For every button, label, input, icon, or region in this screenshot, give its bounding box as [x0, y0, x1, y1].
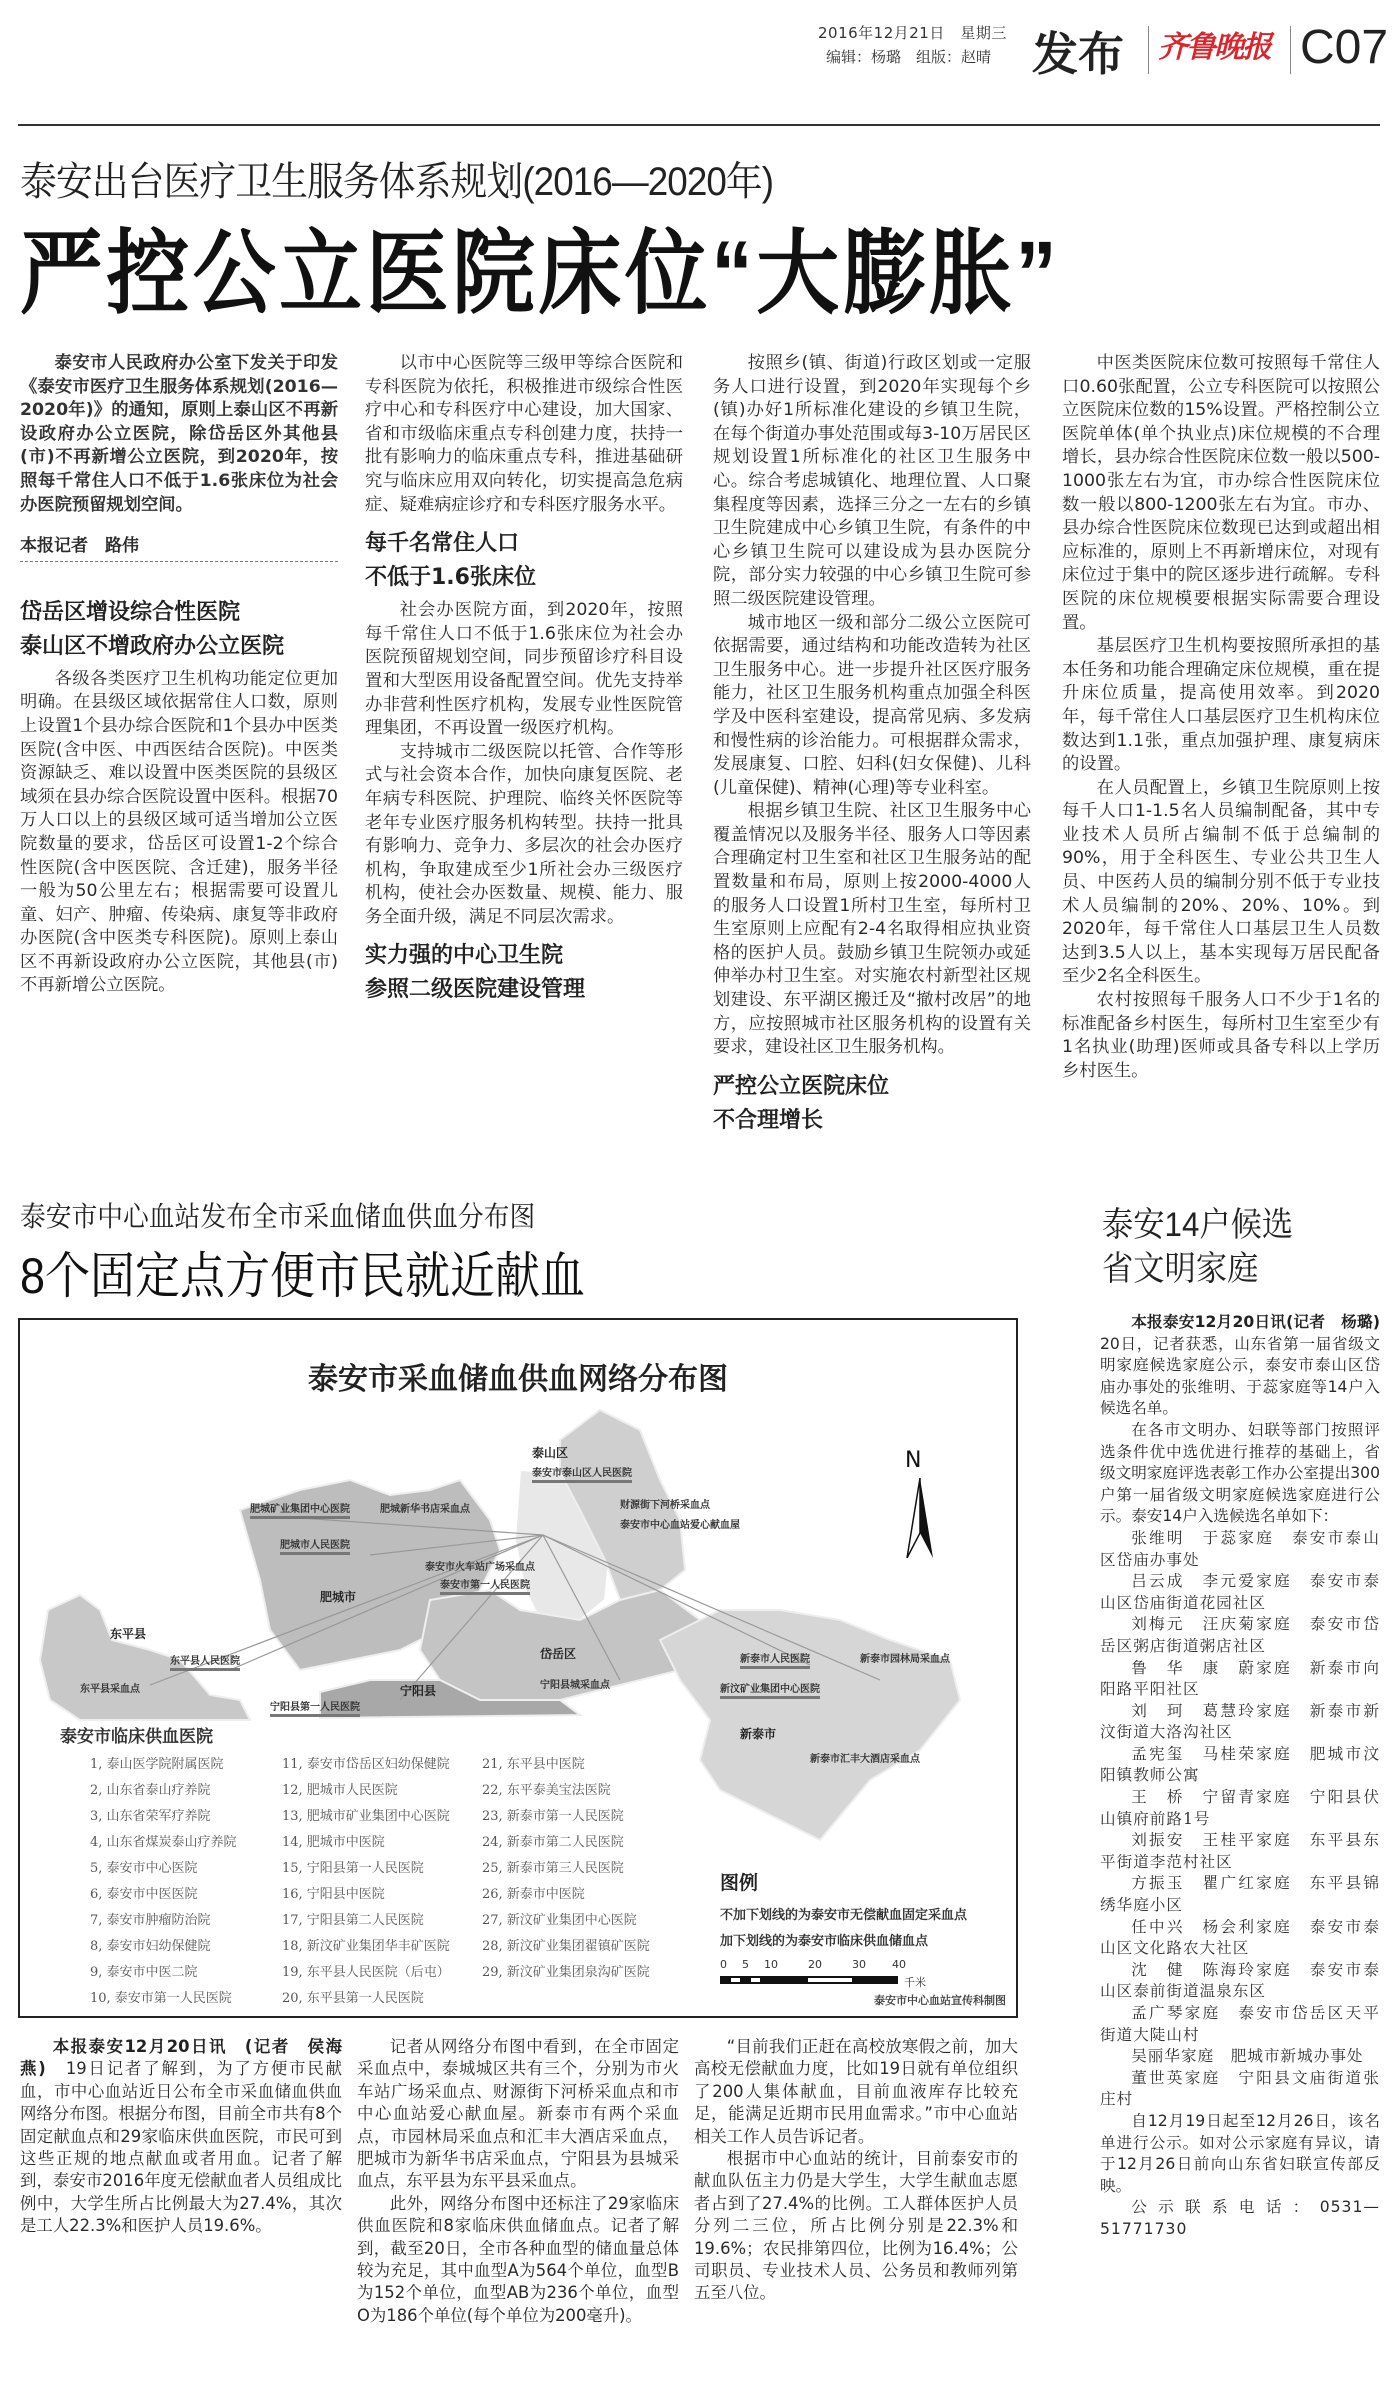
page-number: C07 [1300, 21, 1389, 74]
scale-bar [720, 1974, 900, 1988]
paragraph: 根据乡镇卫生院、社区卫生服务中心覆盖情况以及服务半径、服务人口等因素合理确定村卫生室和社区卫生服务站的配置数量和布局，原则上按2000-4000人的服务人口设置1所村卫生室，每所村卫生室原则上应配有2-4名取得相应执业资格的医护人员。鼓励乡镇卫生院领办或延伸举办村卫生室。对实施农村新型社区规划建设、东平湖区搬迁及“撤村改居”的地方，应按照城市社区服务机构的设置有关要求，建设社区卫生服务机构。 [713, 801, 1031, 1058]
paragraph: 此外，网络分布图中还标注了29家临床供血医院和8家临床供血储血点。记者了解到，截至20日，全市各种血型的储血量总体较为充足，其中血型A为564个单位，血型B为152个单位，血型AB为236个单位，血型O为186个单位(每个单位为200毫升)。 [357, 2193, 679, 2325]
candidate-address: 泰安市泰山区文化路农大社区 [1100, 1917, 1380, 1958]
candidate-address: 泰安市岱岳区天平街道大陡山村 [1100, 2004, 1380, 2044]
article1-headline: 严控公立医院床位“大膨胀” [20, 223, 1061, 325]
map-title: 泰安市采血储血供血网络分布图 [308, 1362, 728, 1397]
candidate-name: 吴丽华家庭 [1131, 2047, 1231, 2066]
north-label: N [905, 1448, 922, 1473]
region-label: 岱岳区 [540, 1647, 577, 1661]
collection-point-label: 宁阳县城采血点 [540, 1680, 610, 1691]
article1-column-1 [20, 352, 338, 998]
paragraph: 支持城市二级医院以托管、合作等形式与社会资本合作，加快向康复医院、老年病专科医院、护理院、临终关怀医院等老年专业医疗服务机构转型。扶持一批具有影响力、竞争力、多层次的社会办医疗机构，争取建成至少1所社会办三级医疗机构，使社会办医数量、规模、能力、服务全面升级，满足不同层次需求。 [365, 741, 683, 927]
candidate-address: 宁阳县伏山镇府前路1号 [1100, 1788, 1380, 1828]
section-name: 发布 [1032, 28, 1124, 80]
paragraph: 19日记者了解到，为了方便市民献血，市中心血站近日公布全市采血储血供血网络分布图。根据分布图，目前全市共有8个固定献血点和29家临床供血医院，市民可到这些正规的地点献血或者用血。记者了解到，泰安市2016年度无偿献血者人员组成比例中，大学生所占比例最大为27.4%，其次是工人22.3%和医护人员19.6%。 [20, 2059, 343, 2236]
subhead: 每千名常住人口 [365, 531, 520, 557]
candidate-entry [1100, 1830, 1380, 1873]
candidate-address: 泰安市泰山区岱庙街道花园社区 [1100, 1572, 1380, 1612]
scale-tick-label: 30 [852, 1958, 866, 1971]
candidate-name: 孟宪玺 马桂荣家庭 [1131, 1744, 1310, 1763]
article3-headline-line: 省文明家庭 [1102, 1250, 1259, 1288]
scale-unit: 千米 [904, 1976, 926, 1989]
storage-point-label: 新汶矿业集团中心医院 [720, 1680, 820, 1699]
hospital-list-item: 26, 新泰市中医院 [482, 1887, 585, 1902]
article3-dateline: 本报泰安12月20日讯(记者 杨璐) [1131, 1313, 1380, 1331]
paragraph: 基层医疗卫生机构要按照所承担的基本任务和功能合理确定床位规模，重在提升床位质量，提高使用效率。到2020年，每千常住人口基层医疗卫生机构床位数达到1.1张，重点加强护理、康复病床的设置。 [1062, 636, 1380, 775]
candidate-entry [1100, 1787, 1380, 1830]
paragraph: 在人员配置上，乡镇卫生院原则上按每千人口1-1.5名人员编制配备，其中专业技术人员所占编制不低于总编制的90%，用于全科医生、专业公共卫生人员、中医药人员的编制分别不低于专业技术人员编制的20%、20%、10%。到2020年，每千常住人口基层卫生人员数达到3.5人以上，基本实现每万居民配备至少2名全科医生。 [1062, 777, 1380, 987]
scale-bar-labels [720, 1958, 940, 1972]
article3-headline [1102, 1203, 1293, 1291]
hospital-list-item: 7, 泰安市肿瘤防治院 [90, 1913, 211, 1928]
paragraph: 20日，记者获悉，山东省第一届省级文明家庭候选家庭公示，泰安市泰山区岱庙办事处的张维明、于蕊家庭等14户入候选名单。 [1100, 1334, 1380, 1418]
candidate-address: 东平县东平街道李范村社区 [1100, 1831, 1380, 1871]
header-rule [18, 124, 1380, 126]
collection-point-label: 泰安市中心血站爱心献血屋 [620, 1520, 740, 1531]
hospital-list-item: 18, 新汶矿业集团华丰矿医院 [282, 1939, 450, 1954]
region-label: 东平县 [110, 1627, 147, 1641]
candidate-name: 任中兴 杨会利家庭 [1131, 1917, 1310, 1936]
collection-point-label: 财源街下河桥采血点 [620, 1500, 710, 1511]
paragraph: 在各市文明办、妇联等部门按照评选条件优中选优进行推荐的基础上，省级文明家庭评选表彰工作办公室提出300户第一届省级文明家庭候选家庭进行公示。泰安14户入选候选名单如下： [1100, 1420, 1380, 1526]
storage-point-label: 肥城矿业集团中心医院 [250, 1500, 350, 1519]
hospital-list-item: 9, 泰安市中医二院 [90, 1965, 198, 1980]
hospital-list-item: 13, 肥城市矿业集团中心医院 [282, 1809, 450, 1824]
scale-tick-label: 40 [892, 1958, 906, 1971]
storage-point-label: 宁阳县第一人民医院 [270, 1698, 360, 1717]
candidate-address: 新泰市向阳路平阳社区 [1100, 1658, 1380, 1699]
candidate-entry [1100, 1658, 1380, 1701]
candidate-entry [1100, 2068, 1380, 2111]
candidate-entry [1100, 1960, 1380, 2003]
article1-byline: 本报记者 路伟 [20, 535, 338, 562]
subhead: 严控公立医院床位 [713, 1073, 890, 1099]
scale-tick-label: 20 [808, 1958, 822, 1971]
hospital-list-col-2 [282, 1752, 450, 2012]
article2-column-1 [20, 2036, 342, 2238]
candidate-name: 张维明 于蕊家庭 [1131, 1528, 1292, 1547]
legend-item: 加下划线的为泰安市临床供血储血点 [720, 1934, 929, 1949]
newspaper-logo: 齐鲁晚报 [1158, 30, 1270, 65]
candidate-entry [1100, 1528, 1380, 1571]
north-arrow-icon [905, 1478, 935, 1558]
region-label: 肥城市 [320, 1590, 357, 1604]
candidate-entry [1100, 2046, 1380, 2068]
hospital-list-item: 24, 新泰市第二人民医院 [482, 1835, 624, 1850]
candidate-address: 新泰市新汶街道大洛沟社区 [1100, 1701, 1380, 1742]
article2-headline: 8个固定点方便市民就近献血 [20, 1248, 586, 1304]
article2-column-3 [694, 2036, 1018, 2305]
hospital-list-item: 6, 泰安市中医医院 [90, 1887, 198, 1902]
legend-item: 不加下划线的为泰安市无偿献血固定采血点 [720, 1908, 968, 1923]
paragraph: 记者从网络分布图中看到，在全市固定采血点中，泰城城区共有三个，分别为市火车站广场采血点、财源街下河桥采血点和市中心血站爱心献血屋。新泰市有两个采血点，市园林局采血点和汇丰大酒店采血点，肥城市为新华书店采血点，宁阳县为县城采血点，东平县为东平县采血点。 [357, 2037, 679, 2191]
candidate-name: 刘 珂 葛慧玲家庭 [1131, 1701, 1310, 1720]
article1-column-2 [365, 352, 683, 1011]
hospital-list-item: 21, 东平县中医院 [482, 1757, 585, 1772]
candidate-name: 董世英家庭 [1131, 2068, 1239, 2087]
candidate-address: 泰安市岱岳区粥店街道粥店社区 [1100, 1615, 1380, 1655]
hospital-list-item: 10, 泰安市第一人民医院 [90, 1991, 232, 2006]
legend-title: 图例 [720, 1872, 759, 1894]
region-xintai [660, 1610, 960, 1840]
hospital-list-item: 15, 宁阳县第一人民医院 [282, 1861, 424, 1876]
hospital-list-item: 2, 山东省泰山疗养院 [90, 1783, 211, 1798]
hospital-list-item: 29, 新汶矿业集团泉沟矿医院 [482, 1965, 650, 1980]
candidate-entry [1100, 1571, 1380, 1614]
collection-point-label: 东平县采血点 [80, 1684, 140, 1695]
hospital-list-item: 17, 宁阳县第二人民医院 [282, 1913, 424, 1928]
article1-column-3 [713, 352, 1031, 1142]
collection-point-label: 泰安市火车站广场采血点 [425, 1562, 535, 1573]
hospital-list-item: 20, 东平县第一人民医院 [282, 1991, 424, 2006]
paragraph: 根据市中心血站的统计，目前泰安市的献血队伍主力仍是大学生，大学生献血志愿者占到了27.4%的比例。工人群体医护人员分列二三位，所占比例分别是22.3%和19.6%；农民排第四位，比例为16.4%；公司职员、专业技术人员、公务员和教师列第五至八位。 [694, 2149, 1018, 2303]
candidate-name: 鲁 华 康 蔚家庭 [1131, 1658, 1310, 1677]
issue-date: 2016年12月21日 星期三 [818, 24, 1007, 42]
article2-column-2 [357, 2036, 679, 2327]
paragraph: “目前我们正赶在高校放寒假之前，加大高校无偿献血力度，比如19日就有单位组织了200人集体献血，目前血液库存比较充足，能满足近期市民用血需求。”市中心血站相关工作人员告诉记者。 [694, 2037, 1018, 2146]
subhead: 不低于1.6张床位 [365, 565, 536, 591]
paragraph: 中医类医院床位数可按照每千常住人口0.60张配置，公立专科医院可以按照公立医院床位数的15%设置。严格控制公立医院单体(单个执业点)床位规模的不合理增长，县办综合性医院床位数一般以500-1000张左右为宜，市办综合性医院床位数一般以800-1200张左右为宜。市办、县办综合性医院床位数现已达到或超出相应标准的，原则上不再新增床位，对现有床位过于集中的院区逐步进行疏解。专科医院的床位规模要根据实际需要合理设置。 [1062, 353, 1380, 633]
hospital-list-col-3 [482, 1752, 650, 1986]
hospital-list-item: 19, 东平县人民医院（后屯） [282, 1965, 450, 1980]
candidate-entry [1100, 1917, 1380, 1960]
hospital-list-item: 12, 肥城市人民医院 [282, 1783, 398, 1798]
candidate-entry [1100, 2003, 1380, 2046]
hospital-list-item: 1, 泰山医学院附属医院 [90, 1757, 224, 1772]
storage-point-label: 东平县人民医院 [170, 1652, 240, 1671]
hospital-list-item: 5, 泰安市中心医院 [90, 1861, 198, 1876]
collection-point-label: 肥城新华书店采血点 [380, 1504, 470, 1515]
candidate-entry [1100, 1614, 1380, 1657]
hospital-list-item: 3, 山东省荣军疗养院 [90, 1809, 211, 1824]
masthead-divider [1290, 26, 1291, 74]
subhead: 不合理增长 [713, 1107, 824, 1133]
hospital-list-title: 泰安市临床供血医院 [60, 1727, 213, 1747]
article1-kicker: 泰安出台医疗卫生服务体系规划(2016—2020年) [20, 160, 774, 204]
paragraph: 各级各类医疗卫生机构功能定位更加明确。在县级区域依据常住人口数，原则上设置1个县办综合医院和1个县办中医类医院(含中医、中西医结合医院)。中医类资源缺乏、难以设置中医类医院的县级区域须在县办综合医院设置中医科。根据70万人口以上的县级区域可适当增加公立医院数量的要求，岱岳区可设置1-2个综合性医院(含中医医院、含迁建)，服务半径一般为50公里左右；根据需要可设置儿童、妇产、肿瘤、传染病、康复等非政府办医院(含中医类专科医院)。原则上泰山区不再新设政府办公立医院，其他县(市)不再新增公立医院。 [20, 668, 338, 996]
candidate-entry [1100, 1873, 1380, 1916]
storage-point-label: 肥城市人民医院 [280, 1536, 350, 1555]
editor-credits: 编辑：杨璐 组版：赵晴 [826, 48, 992, 66]
article3-headline-line: 泰安14户候选 [1102, 1206, 1294, 1244]
masthead-divider [1148, 26, 1149, 74]
candidate-name: 沈 健 陈海玲家庭 [1131, 1960, 1310, 1979]
hospital-list-item: 27, 新汶矿业集团中心医院 [482, 1913, 637, 1928]
candidate-name: 刘梅元 汪庆菊家庭 [1131, 1615, 1310, 1634]
article1-column-4 [1062, 352, 1380, 1083]
hospital-list-item: 14, 肥城市中医院 [282, 1835, 385, 1850]
scale-tick-label: 5 [742, 1958, 749, 1971]
region-label: 泰山区 [532, 1446, 569, 1460]
candidate-name: 吕云成 李元爱家庭 [1131, 1572, 1310, 1591]
candidate-address: 肥城市新城办事处 [1230, 2047, 1364, 2066]
collection-point-label: 新泰市汇丰大酒店采血点 [810, 1754, 920, 1765]
candidate-list [1100, 1528, 1380, 2111]
hospital-list-item: 8, 泰安市妇幼保健院 [90, 1939, 211, 1954]
hospital-list-item: 28, 新汶矿业集团翟镇矿医院 [482, 1939, 650, 1954]
subhead: 参照二级医院建设管理 [365, 977, 586, 1003]
paragraph: 社会办医院方面，到2020年，按照每千常住人口不低于1.6张床位为社会办医院预留规划空间，同步预留诊疗科目设置和大型医用设备配置空间。优先支持举办非营利性医疗机构，发展专业性医院管理集团，不再设置一级医疗机构。 [365, 600, 683, 739]
region-label: 新泰市 [740, 1727, 777, 1741]
closing-paragraph: 自12月19日起至12月26日，该名单进行公示。如对公示家庭有异议，请于12月26日前向山东省妇联宣传部反映。 [1100, 2111, 1380, 2195]
subhead: 泰山区不增政府办公立医院 [20, 633, 285, 659]
region-label: 宁阳县 [400, 1684, 437, 1698]
candidate-address: 泰安市泰山区泰前街道温泉东区 [1100, 1960, 1380, 2001]
storage-point-label: 泰安市第一人民医院 [440, 1576, 530, 1595]
paragraph: 城市地区一级和部分二级公立医院可依据需要，通过结构和功能改造转为社区卫生服务中心。进一步提升社区医疗服务能力，社区卫生服务机构重点加强全科医学及中医科室建设，提高常见病、多发病和慢性病的诊治能力。可根据群众需求，发展康复、口腔、妇科(妇女保健)、儿科(儿童保健)、精神(心理)等专业科室。 [713, 612, 1031, 798]
storage-point-label: 新泰市人民医院 [740, 1650, 810, 1669]
hospital-list-item: 11, 泰安市岱岳区妇幼保健院 [282, 1757, 450, 1772]
paragraph: 农村按照每千服务人口不少于1名的标准配备乡村医生，每所村卫生室至少有1名执业(助理)医师或具备专科以上学历乡村医生。 [1062, 990, 1380, 1081]
scale-tick-label: 0 [720, 1958, 727, 1971]
hospital-list-item: 23, 新泰市第一人民医院 [482, 1809, 624, 1824]
candidate-name: 刘振安 王桂平家庭 [1131, 1831, 1310, 1850]
candidate-entry [1100, 1701, 1380, 1744]
candidate-name: 王 桥 宁留青家庭 [1131, 1788, 1310, 1807]
blood-network-map [18, 1318, 1018, 2018]
paragraph: 以市中心医院等三级甲等综合医院和专科医院为依托，积极推进市级综合性医疗中心和专科医疗中心建设，加大国家、省和市级临床重点专科创建力度，扶持一批有影响力的临床重点专科，推进基础研究与临床应用双向转化，切实提高急危病症、疑难病症诊疗和专科医疗服务水平。 [365, 353, 683, 515]
hospital-list-item: 22, 东平泰美宝法医院 [482, 1783, 611, 1798]
subhead: 岱岳区增设综合性医院 [20, 599, 241, 625]
article2-dateline: 本报泰安12月20日讯 (记者 侯海燕) [20, 2037, 342, 2079]
paragraph: 按照乡(镇、街道)行政区划或一定服务人口进行设置，到2020年实现每个乡(镇)办好1所标准化建设的乡镇卫生院，在每个街道办事处范围或每3-10万居民区规划设置1所标准化的社区卫生服务中心。综合考虑城镇化、地理位置、人口聚集程度等因素，选择三分之一左右的乡镇卫生院建成中心乡镇卫生院，有条件的中心乡镇卫生院可以建设成为县办医院分院，部分实力较强的中心乡镇卫生院可参照二级医院建设管理。 [713, 353, 1031, 609]
candidate-address: 宁阳县文庙街道张庄村 [1100, 2068, 1380, 2109]
candidate-name: 孟广琴家庭 [1131, 2004, 1239, 2022]
hospital-list-col-1 [90, 1752, 237, 2012]
article1-lede: 泰安市人民政府办公室下发关于印发《泰安市医疗卫生服务体系规划(2016—2020年)》的通知，原则上泰山区不再新设政府办公立医院，除岱岳区外其他县(市)不再新增公立医院，到2020年，按照每千常住人口不低于1.6张床位为社会办医院预留规划空间。 [20, 353, 338, 515]
candidate-address: 泰安市泰山区岱庙办事处 [1100, 1528, 1380, 1569]
candidate-address: 肥城市汶阳镇教师公寓 [1100, 1744, 1380, 1785]
candidate-address: 东平县锦绣华庭小区 [1100, 1874, 1380, 1915]
article2-kicker: 泰安市中心血站发布全市采血储血供血分布图 [20, 1201, 536, 1232]
contact-phone: 公示联系电话：0531—51771730 [1100, 2198, 1380, 2238]
map-credit: 泰安市中心血站宣传科制图 [874, 1994, 1006, 2007]
candidate-entry [1100, 1744, 1380, 1787]
candidate-name: 方振玉 瞿广红家庭 [1131, 1874, 1310, 1893]
collection-point-label: 新泰市园林局采血点 [860, 1654, 950, 1665]
hospital-list-item: 16, 宁阳县中医院 [282, 1887, 385, 1902]
article3-column [1100, 1312, 1380, 2241]
hospital-list-item: 25, 新泰市第三人民医院 [482, 1861, 624, 1876]
hospital-list-item: 4, 山东省煤炭泰山疗养院 [90, 1835, 237, 1850]
subhead: 实力强的中心卫生院 [365, 943, 564, 969]
storage-point-label: 泰安市泰山区人民医院 [532, 1464, 632, 1483]
scale-tick-label: 10 [764, 1958, 778, 1971]
